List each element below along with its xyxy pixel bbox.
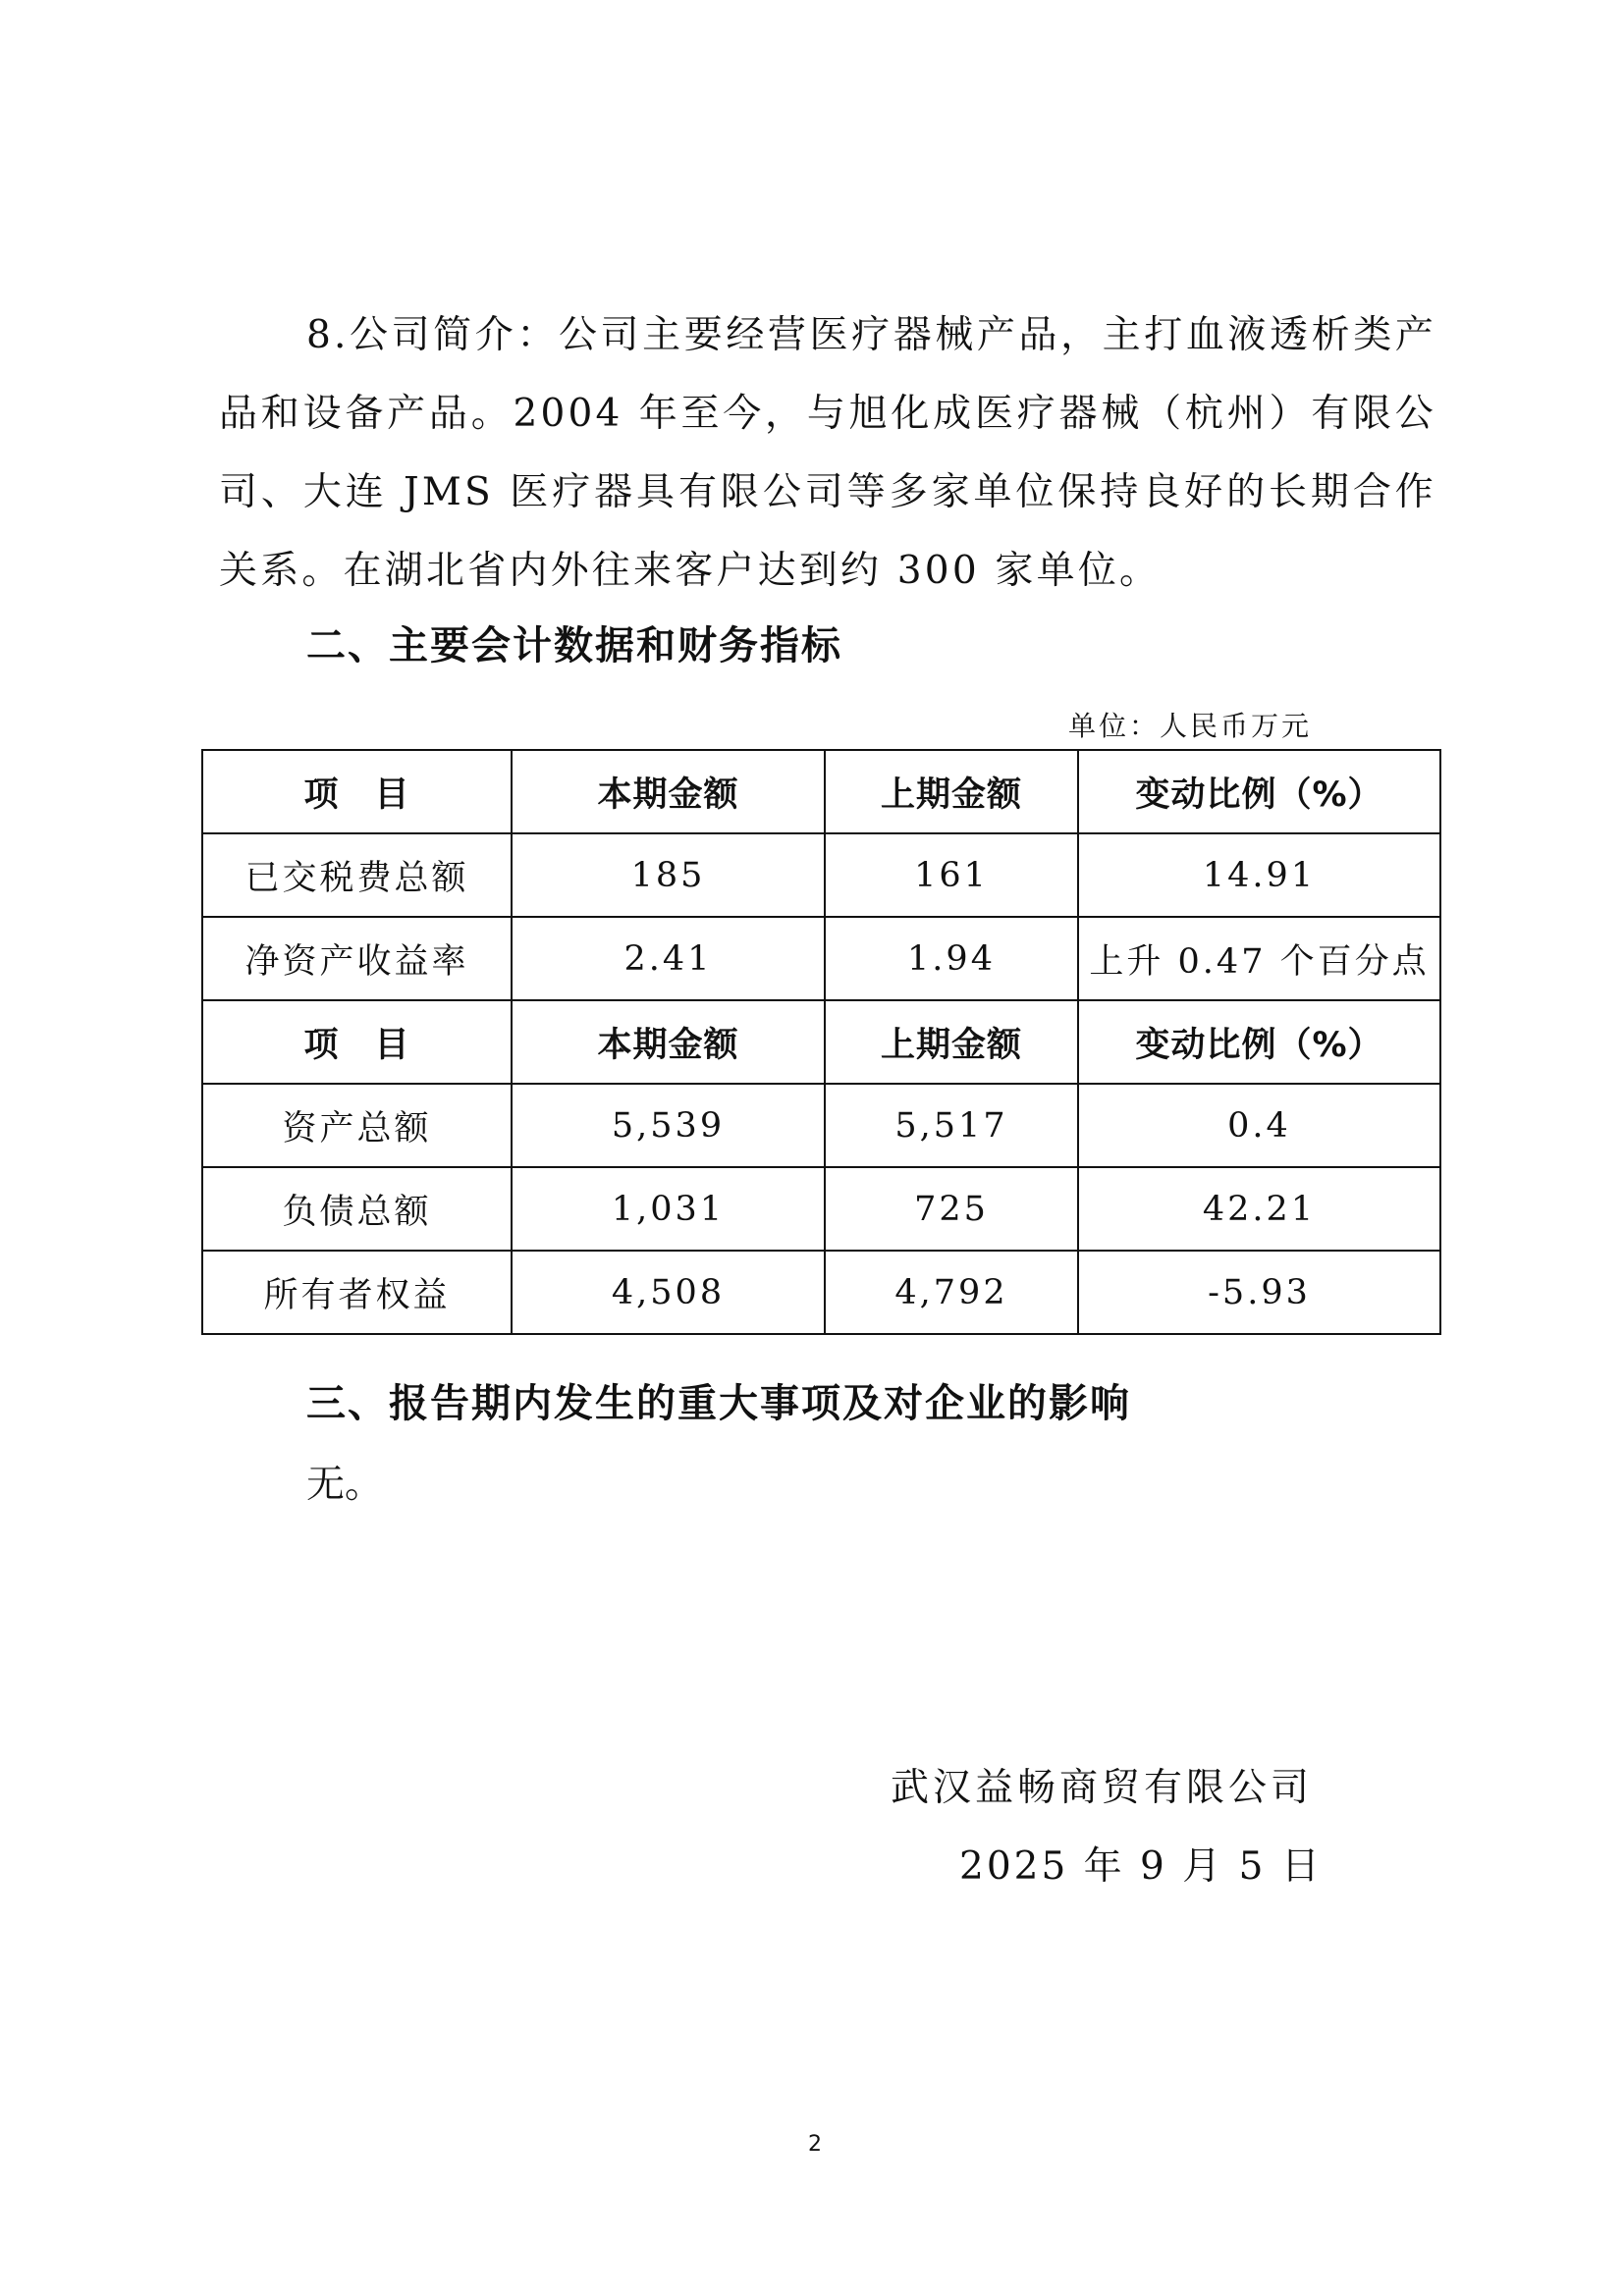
- previous-value: 1.94: [825, 917, 1078, 1000]
- header-cell-change: 变动比例（%）: [1078, 1000, 1440, 1084]
- table-row: [202, 1251, 1440, 1334]
- header-cell-change: 变动比例（%）: [1078, 750, 1440, 833]
- change-value: 14.91: [1078, 833, 1440, 917]
- financial-data-table: [201, 749, 1441, 1335]
- company-intro-paragraph: [219, 296, 1436, 611]
- current-value: 4,508: [512, 1251, 825, 1334]
- section-heading-financial-indicators: 二、主要会计数据和财务指标: [306, 623, 842, 668]
- table-row: [202, 1084, 1440, 1167]
- previous-value: 5,517: [825, 1084, 1078, 1167]
- header-cell-item: 项 目: [202, 1000, 512, 1084]
- table-row: [202, 1167, 1440, 1251]
- table-header-row: [202, 750, 1440, 833]
- signature-company: 武汉益畅商贸有限公司: [891, 1766, 1314, 1810]
- unit-label: 单位：人民币万元: [1068, 710, 1313, 742]
- signature-date: 2025 年 9 月 5 日: [959, 1844, 1323, 1889]
- previous-value: 161: [825, 833, 1078, 917]
- current-value: 2.41: [512, 917, 825, 1000]
- current-value: 5,539: [512, 1084, 825, 1167]
- change-value: 42.21: [1078, 1167, 1440, 1251]
- table-row: [202, 833, 1440, 917]
- section-heading-major-events: 三、报告期内发生的重大事项及对企业的影响: [306, 1381, 1131, 1426]
- company-intro-text: 8.公司简介：公司主要经营医疗器械产品，主打血液透析类产品和设备产品。2004 年至今，与旭化成医疗器械（杭州）有限公司、大连 JMS 医疗器具有限公司等多家单位保持良好的长期合作关系。在湖北省内外往来客户达到约 300 家单位。: [219, 313, 1436, 593]
- previous-value: 4,792: [825, 1251, 1078, 1334]
- row-label: 已交税费总额: [202, 833, 512, 917]
- table-row: [202, 917, 1440, 1000]
- header-cell-current: 本期金额: [512, 750, 825, 833]
- header-cell-previous: 上期金额: [825, 750, 1078, 833]
- header-cell-item: 项 目: [202, 750, 512, 833]
- change-value: -5.93: [1078, 1251, 1440, 1334]
- change-value: 0.4: [1078, 1084, 1440, 1167]
- row-label: 负债总额: [202, 1167, 512, 1251]
- change-value: 上升 0.47 个百分点: [1078, 917, 1440, 1000]
- header-cell-previous: 上期金额: [825, 1000, 1078, 1084]
- previous-value: 725: [825, 1167, 1078, 1251]
- header-cell-current: 本期金额: [512, 1000, 825, 1084]
- current-value: 1,031: [512, 1167, 825, 1251]
- row-label: 所有者权益: [202, 1251, 512, 1334]
- row-label: 净资产收益率: [202, 917, 512, 1000]
- page-number: 2: [808, 2132, 822, 2157]
- row-label: 资产总额: [202, 1084, 512, 1167]
- current-value: 185: [512, 833, 825, 917]
- major-events-body: 无。: [306, 1463, 384, 1507]
- table-header-row: [202, 1000, 1440, 1084]
